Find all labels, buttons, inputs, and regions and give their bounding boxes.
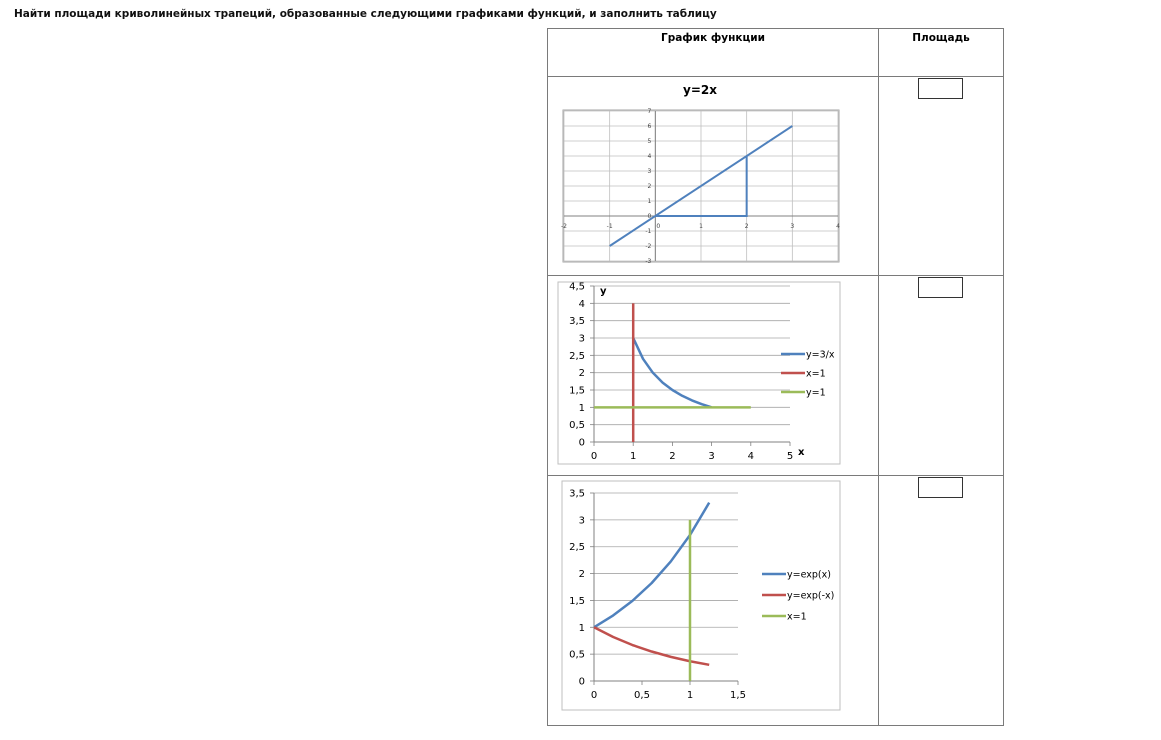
chart-hyperbola <box>548 276 879 475</box>
y-tick-label: 0 <box>578 437 585 449</box>
y-tick-label: 2 <box>647 183 652 190</box>
y-tick-label: 4 <box>578 298 585 310</box>
legend-label: x=1 <box>787 611 807 623</box>
y-tick-label: 4 <box>647 153 652 160</box>
area-cell <box>879 276 1004 476</box>
x-tick-label: 5 <box>786 451 794 462</box>
x-tick-label: 1,5 <box>730 690 746 701</box>
y-tick-label: 2,5 <box>569 542 585 554</box>
legend-label: y=exp(x) <box>787 569 831 581</box>
legend-label: y=3/x <box>806 349 835 361</box>
x-tick-label: 4 <box>747 451 754 462</box>
x-tick-label: -2 <box>561 223 567 230</box>
header-graph: График функции <box>548 29 879 77</box>
y-tick-label: 1 <box>578 402 585 414</box>
table-row <box>548 77 1004 276</box>
area-answer-input[interactable] <box>918 78 963 99</box>
y-tick-label: 4,5 <box>569 281 585 293</box>
x-axis-label: x <box>798 447 805 458</box>
y-tick-label: 3 <box>578 333 585 345</box>
y-tick-label: 1 <box>578 622 585 634</box>
chart-exponent <box>548 476 879 725</box>
y-tick-label: 1 <box>647 198 652 205</box>
x-tick-label: 0 <box>590 451 598 462</box>
x-tick-label: 2 <box>744 223 749 230</box>
y-tick-label: 0,5 <box>569 420 585 432</box>
y-tick-label: -1 <box>645 228 652 235</box>
y-tick-label: 2 <box>578 569 585 581</box>
area-cell <box>879 476 1004 726</box>
y-tick-label: 3,5 <box>569 488 585 500</box>
y-tick-label: 2 <box>578 368 585 380</box>
y-tick-label: 3,5 <box>569 316 585 328</box>
x-tick-label: 3 <box>708 451 715 462</box>
x-tick-label: 3 <box>790 223 795 230</box>
functions-table <box>547 28 1004 726</box>
y-tick-label: 5 <box>647 138 652 145</box>
chart-linear <box>548 77 879 275</box>
x-tick-label: 1 <box>686 690 694 701</box>
y-tick-label: -2 <box>645 243 652 250</box>
y-tick-label: 0 <box>647 213 652 220</box>
table-row <box>548 476 1004 726</box>
graph-cell <box>548 77 879 276</box>
table-row <box>548 276 1004 476</box>
x-tick-label: 2 <box>669 451 676 462</box>
y-tick-label: 1,5 <box>569 595 585 607</box>
table-header-row <box>548 29 1004 77</box>
area-cell <box>879 77 1004 276</box>
y-tick-label: 1,5 <box>569 385 585 397</box>
x-tick-label: 0,5 <box>634 690 650 701</box>
y-axis-label: y <box>600 286 607 297</box>
x-tick-label: 0 <box>656 223 661 230</box>
y-tick-label: 6 <box>647 123 652 130</box>
graph-cell <box>548 476 879 726</box>
x-tick-label: 1 <box>699 223 703 230</box>
x-tick-label: 0 <box>590 690 598 701</box>
legend-label: y=1 <box>806 387 826 399</box>
x-tick-label: -1 <box>606 223 613 230</box>
y-tick-label: 3 <box>647 168 652 175</box>
area-answer-input[interactable] <box>918 477 963 498</box>
x-tick-label: 1 <box>630 451 637 462</box>
legend-label: x=1 <box>806 368 826 380</box>
header-area: Площадь <box>879 29 1004 77</box>
chart-title: y=2x <box>683 83 717 97</box>
area-answer-input[interactable] <box>918 277 963 298</box>
x-tick-label: 4 <box>836 223 840 230</box>
legend-label: y=exp(-x) <box>787 590 835 602</box>
y-tick-label: 0 <box>578 676 585 688</box>
y-tick-label: 0,5 <box>569 649 585 661</box>
y-tick-label: 2,5 <box>569 350 585 362</box>
graph-cell <box>548 276 879 476</box>
page-title: Найти площади криволинейных трапеций, образованные следующими графиками функций, и заполнить таблицу <box>14 8 717 20</box>
y-tick-label: 3 <box>578 515 585 527</box>
y-tick-label: 7 <box>647 108 652 115</box>
y-tick-label: -3 <box>645 258 652 265</box>
